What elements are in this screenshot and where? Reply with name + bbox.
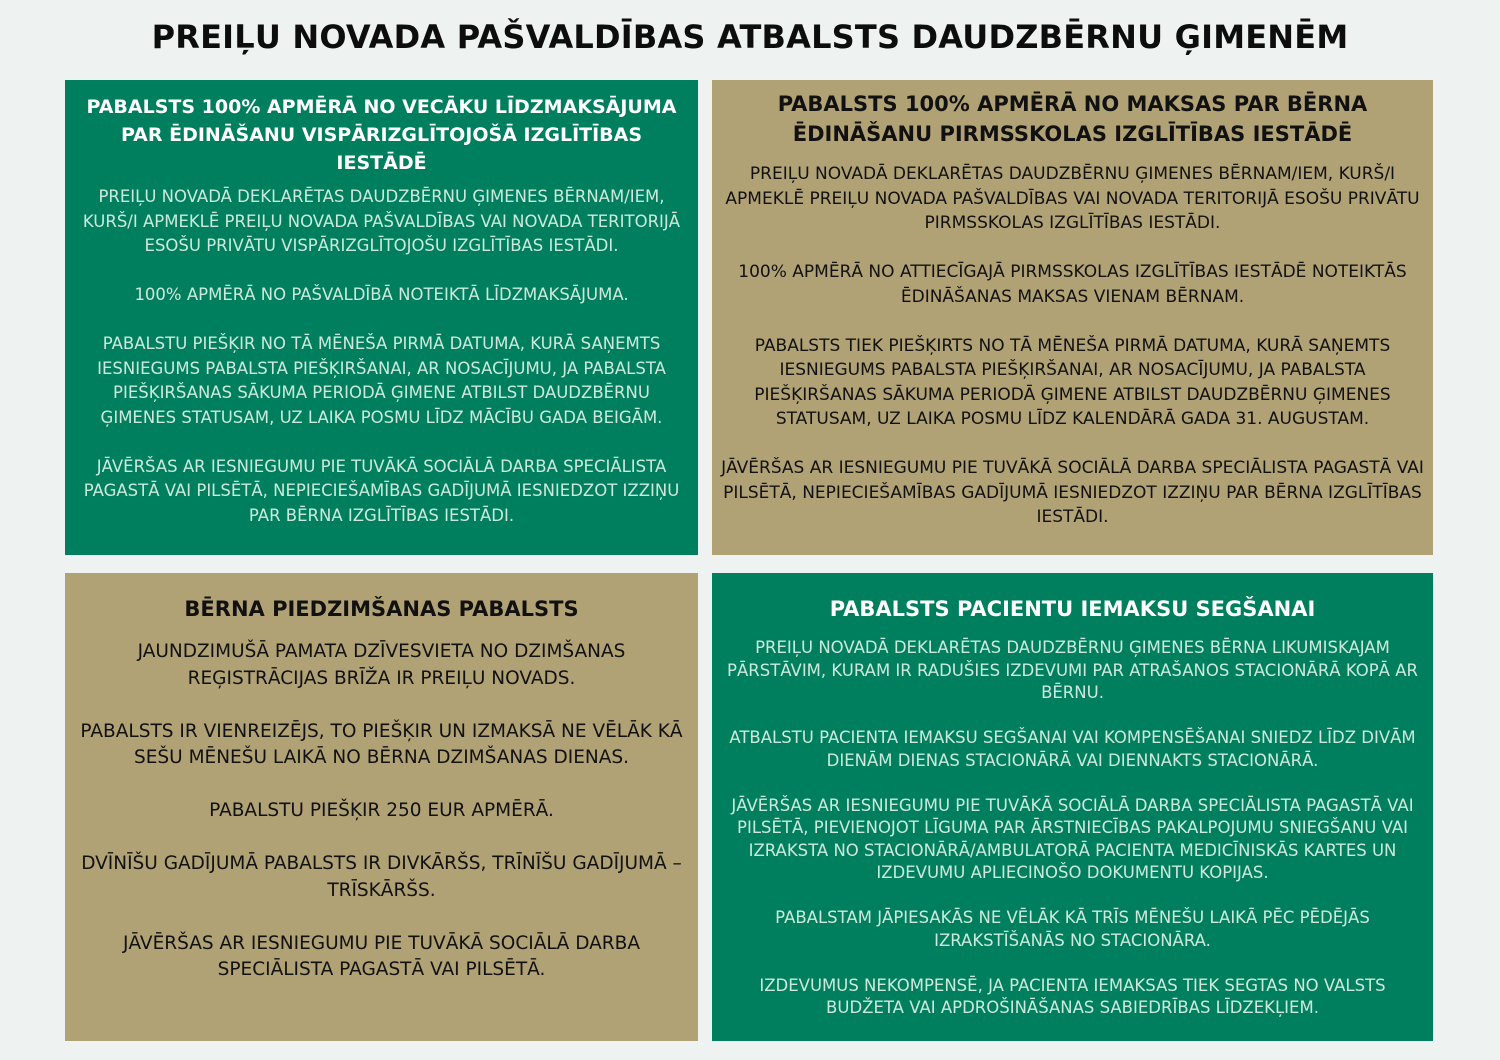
card-paragraph: JĀVĒRŠAS AR IESNIEGUMU PIE TUVĀKĀ SOCIĀLĀ DARBA SPECIĀLISTA PAGASTĀ VAI PILSĒTĀ, NEPIECIEŠAMĪBAS GADĪJUMĀ IESNIEDZOT IZZIŅU PAR BĒRNA IZGLĪTĪBAS IESTĀDI.	[721, 458, 1424, 527]
card-paragraph: JĀVĒRŠAS AR IESNIEGUMU PIE TUVĀKĀ SOCIĀLĀ DARBA SPECIĀLISTA PAGASTĀ VAI PILSĒTĀ.	[123, 932, 640, 980]
card-paragraph: IZDEVUMUS NEKOMPENSĒ, JA PACIENTA IEMAKSAS TIEK SEGTAS NO VALSTS BUDŽETA VAI APDROŠINĀŠANAS SABIEDRĪBAS LĪDZEKĻIEM.	[759, 975, 1386, 1017]
card-paragraph: PREIĻU NOVADĀ DEKLARĒTAS DAUDZBĒRNU ĢIMENES BĒRNA LIKUMISKAJAM PĀRSTĀVIM, KURAM IR RADUŠIES IZDEVUMI PAR ATRAŠANOS STACIONĀRĀ KOPĀ AR BĒRNU.	[727, 638, 1418, 702]
card-paragraph: PABALSTU PIEŠĶIR NO TĀ MĒNEŠA PIRMĀ DATUMA, KURĀ SAŅEMTS IESNIEGUMS PABALSTA PIEŠĶIRŠANAI, AR NOSACĪJUMU, JA PABALSTA PIEŠĶIRŠANAS SĀKUMA PERIODĀ ĢIMENE ATBILST DAUDZBĒRNU ĢIMENES STATUSAM, UZ LAIKA POSMU LĪDZ MĀCĪBU GADA BEIGĀM.	[97, 334, 666, 427]
card-paragraph: PABALSTU PIEŠĶIR 250 EUR APMĒRĀ.	[209, 800, 554, 821]
card-heading: PABALSTS 100% APMĒRĀ NO VECĀKU LĪDZMAKSĀJUMA PAR ĒDINĀŠANU VISPĀRIZGLĪTOJOŠĀ IZGLĪTĪBAS IESTĀDĒ	[86, 96, 677, 174]
card-patient-fees	[712, 573, 1433, 1041]
card-paragraph: PREIĻU NOVADĀ DEKLARĒTAS DAUDZBĒRNU ĢIMENES BĒRNAM/IEM, KURŠ/I APMEKLĒ PREIĻU NOVADA PAŠVALDĪBAS VAI NOVADA TERITORIJĀ ESOŠU PRIVĀTU PIRMSSKOLAS IZGLĪTĪBAS IESTĀDI.	[725, 164, 1420, 233]
card-paragraph: PABALSTS TIEK PIEŠĶIRTS NO TĀ MĒNEŠA PIRMĀ DATUMA, KURĀ SAŅEMTS IESNIEGUMS PABALSTA PIEŠĶIRŠANAI, AR NOSACĪJUMU, JA PABALSTA PIEŠĶIRŠANAS SĀKUMA PERIODĀ ĢIMENE ATBILST DAUDZBĒRNU ĢIMENES STATUSAM, UZ LAIKA POSMU LĪDZ KALENDĀRĀ GADA 31. AUGUSTAM.	[754, 335, 1391, 429]
card-heading: BĒRNA PIEDZIMŠANAS PABALSTS	[184, 597, 579, 621]
card-birth-allowance	[65, 573, 698, 1041]
card-paragraph: DVĪNĪŠU GADĪJUMĀ PABALSTS IR DIVKĀRŠS, TRĪNĪŠU GADĪJUMĀ – TRĪSKĀRŠS.	[81, 853, 682, 901]
card-paragraph: 100% APMĒRĀ NO ATTIECĪGAJĀ PIRMSSKOLAS IZGLĪTĪBAS IESTĀDĒ NOTEIKTĀS ĒDINĀŠANAS MAKSAS VIENAM BĒRNAM.	[738, 262, 1407, 307]
card-paragraph: JĀVĒRŠAS AR IESNIEGUMU PIE TUVĀKĀ SOCIĀLĀ DARBA SPECIĀLISTA PAGASTĀ VAI PILSĒTĀ, NEPIECIEŠAMĪBAS GADĪJUMĀ IESNIEDZOT IZZIŅU PAR BĒRNA IZGLĪTĪBAS IESTĀDI.	[83, 456, 680, 525]
card-paragraph: PABALSTAM JĀPIESAKĀS NE VĒLĀK KĀ TRĪS MĒNEŠU LAIKĀ PĒC PĒDĒJĀS IZRAKSTĪŠANĀS NO STACIONĀRA.	[775, 908, 1370, 950]
card-paragraph: JĀVĒRŠAS AR IESNIEGUMU PIE TUVĀKĀ SOCIĀLĀ DARBA SPECIĀLISTA PAGASTĀ VAI PILSĒTĀ, PIEVIENOJOT LĪGUMA PAR ĀRSTNIECĪBAS PAKALPOJUMU SNIEGŠANU VAI IZRAKSTA NO STACIONĀRĀ/AMBULATORĀ PACIENTA MEDICĪNISKĀS KARTES UN IZDEVUMU APLIECINOŠO DOKUMENTU KOPIJAS.	[731, 795, 1414, 882]
card-paragraph: JAUNDZIMUŠĀ PAMATA DZĪVESVIETA NO DZIMŠANAS REĢISTRĀCIJAS BRĪŽA IR PREIĻU NOVADS.	[137, 641, 626, 689]
card-preschool-meals	[712, 80, 1433, 555]
card-heading: PABALSTS PACIENTU IEMAKSU SEGŠANAI	[829, 597, 1316, 621]
card-school-meals	[65, 80, 698, 555]
card-paragraph: PABALSTS IR VIENREIZĒJS, TO PIEŠĶIR UN IZMAKSĀ NE VĒLĀK KĀ SEŠU MĒNEŠU LAIKĀ NO BĒRNA DZIMŠANAS DIENAS.	[80, 720, 683, 768]
page-title: PREIĻU NOVADA PAŠVALDĪBAS ATBALSTS DAUDZBĒRNU ĢIMENĒM	[151, 18, 1349, 56]
card-paragraph: PREIĻU NOVADĀ DEKLARĒTAS DAUDZBĒRNU ĢIMENES BĒRNAM/IEM, KURŠ/I APMEKLĒ PREIĻU NOVADA PAŠVALDĪBAS VAI NOVADA TERITORIJĀ ESOŠU PRIVĀTU VISPĀRIZGLĪTOJOŠU IZGLĪTĪBAS IESTĀDI.	[82, 187, 681, 255]
card-heading: PABALSTS 100% APMĒRĀ NO MAKSAS PAR BĒRNA ĒDINĀŠANU PIRMSSKOLAS IZGLĪTĪBAS IESTĀDĒ	[777, 92, 1368, 146]
card-paragraph: 100% APMĒRĀ NO PAŠVALDĪBĀ NOTEIKTĀ LĪDZMAKSĀJUMA.	[134, 285, 629, 304]
card-paragraph: ATBALSTU PACIENTA IEMAKSU SEGŠANAI VAI KOMPENSĒŠANAI SNIEDZ LĪDZ DIVĀM DIENĀM DIENAS STACIONĀRĀ VAI DIENNAKTS STACIONĀRĀ.	[729, 728, 1416, 770]
